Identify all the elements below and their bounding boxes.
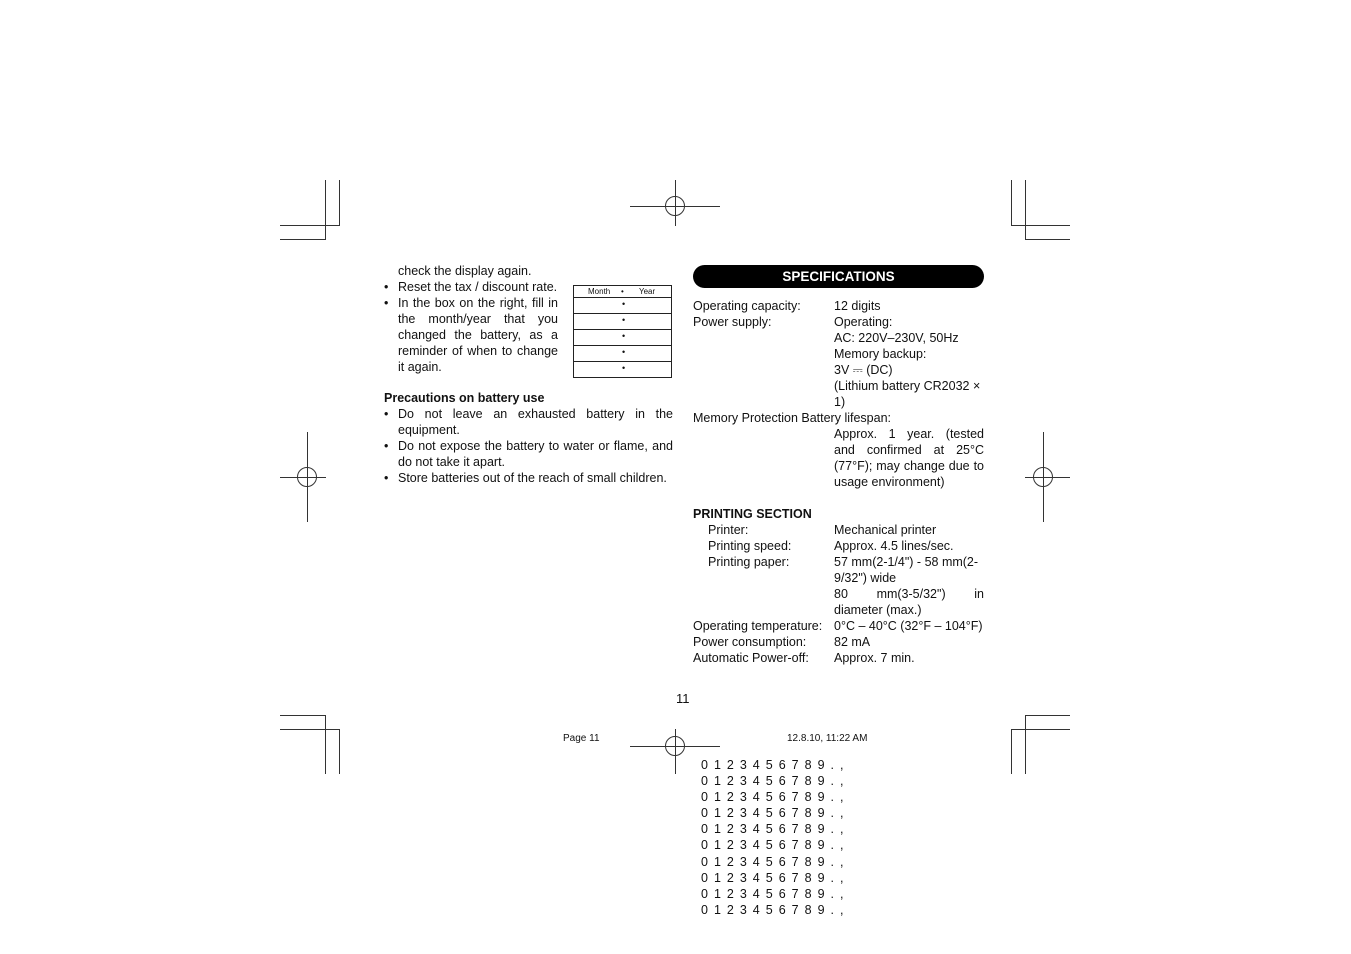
digit-row: 0123456789., xyxy=(701,887,850,901)
spec-value: 82 mA xyxy=(834,635,871,649)
battery-date-box[interactable] xyxy=(573,285,672,378)
spec-label: Printer: xyxy=(708,523,749,537)
specifications-heading: SPECIFICATIONS xyxy=(693,265,984,288)
footer-timestamp: 12.8.10, 11:22 AM xyxy=(787,733,868,744)
digit-row: 0123456789., xyxy=(701,790,850,804)
crop-mark xyxy=(339,729,340,774)
spec-value: Mechanical printer xyxy=(834,523,937,537)
spec-value: Approx. 7 min. xyxy=(834,651,915,665)
digit-row: 0123456789., xyxy=(701,838,850,852)
spec-value: 57 mm(2-1/4") - 58 mm(2-9/32") wide xyxy=(834,555,979,585)
spec-value: 0°C – 40°C (32°F – 104°F) xyxy=(834,619,983,633)
spec-label: Printing speed: xyxy=(708,539,792,553)
spec-value: Approx. 4.5 lines/sec. xyxy=(834,539,954,553)
digit-row: 0123456789., xyxy=(701,774,850,788)
spec-value: Approx. 1 year. (tested and confirmed at 25°C (77°F); may change due to usage environment) xyxy=(834,427,984,489)
crop-mark xyxy=(1025,180,1026,240)
printing-section-title: PRINTING SECTION xyxy=(693,507,812,521)
spec-value: (Lithium battery CR2032 × xyxy=(834,379,981,393)
digit-row: 0123456789., xyxy=(701,758,850,772)
crop-mark xyxy=(1025,715,1026,774)
crop-mark xyxy=(1011,729,1012,774)
spec-value: 12 digits xyxy=(834,299,881,313)
spec-label: Printing paper: xyxy=(708,555,790,569)
spec-value: 3V ⎓ (DC) xyxy=(834,363,893,377)
date-entry-row[interactable]: • xyxy=(574,330,671,346)
crop-mark xyxy=(1025,715,1070,716)
digit-row: 0123456789., xyxy=(701,903,850,917)
page-number: 11 xyxy=(676,691,690,706)
digit-row: 0123456789., xyxy=(701,871,850,885)
precaution-item: • Do not leave an exhausted battery in the equipment. xyxy=(384,406,673,438)
spec-label: Automatic Power-off: xyxy=(693,651,809,665)
spec-label: Power consumption: xyxy=(693,635,807,649)
spec-value: Memory backup: xyxy=(834,347,927,361)
crop-mark xyxy=(1025,239,1070,240)
spec-label: Operating capacity: xyxy=(693,299,801,313)
spec-label: Memory Protection Battery lifespan: xyxy=(693,411,891,425)
spec-label: Power supply: xyxy=(693,315,772,329)
month-label: Month xyxy=(588,287,611,296)
digit-row: 0123456789., xyxy=(701,806,850,820)
spec-value: 1) xyxy=(834,395,846,409)
crop-mark xyxy=(280,729,340,730)
date-box-header xyxy=(574,286,671,298)
date-entry-row[interactable]: • xyxy=(622,363,626,373)
date-entry-row[interactable]: • xyxy=(574,314,671,330)
crop-mark xyxy=(325,715,326,774)
spec-value: Operating: xyxy=(834,315,893,329)
bullet-fill-date: • In the box on the right, fill in the month/year that you changed the battery, as a reminder of when to change it again. xyxy=(384,295,558,375)
precautions-title: Precautions on battery use xyxy=(384,391,545,405)
crop-mark xyxy=(1011,180,1012,226)
crop-mark xyxy=(325,180,326,240)
year-label: Year xyxy=(639,287,656,296)
spec-value: 80 mm(3-5/32") in diameter (max.) xyxy=(834,587,984,617)
spec-label: Operating temperature: xyxy=(693,619,823,633)
separator-dot: • xyxy=(621,287,624,296)
digit-row: 0123456789., xyxy=(701,822,850,836)
precaution-item: • Do not expose the battery to water or flame, and do not take it apart. xyxy=(384,438,673,470)
footer-page-label: Page 11 xyxy=(563,733,600,744)
bullet-reset-rate: • Reset the tax / discount rate. xyxy=(384,279,673,295)
crop-mark xyxy=(280,239,326,240)
spec-value: AC: 220V–230V, 50Hz xyxy=(834,331,959,345)
crop-mark xyxy=(339,180,340,226)
digit-row: 0123456789., xyxy=(701,855,850,869)
date-entry-row[interactable]: • xyxy=(574,298,671,314)
crop-mark xyxy=(280,715,326,716)
crop-mark xyxy=(1011,729,1070,730)
crop-mark xyxy=(280,225,340,226)
continued-text: check the display again. xyxy=(398,264,532,278)
date-entry-row[interactable]: • xyxy=(574,346,671,362)
precaution-item: • Store batteries out of the reach of small children. xyxy=(384,470,673,486)
crop-mark xyxy=(1011,225,1070,226)
